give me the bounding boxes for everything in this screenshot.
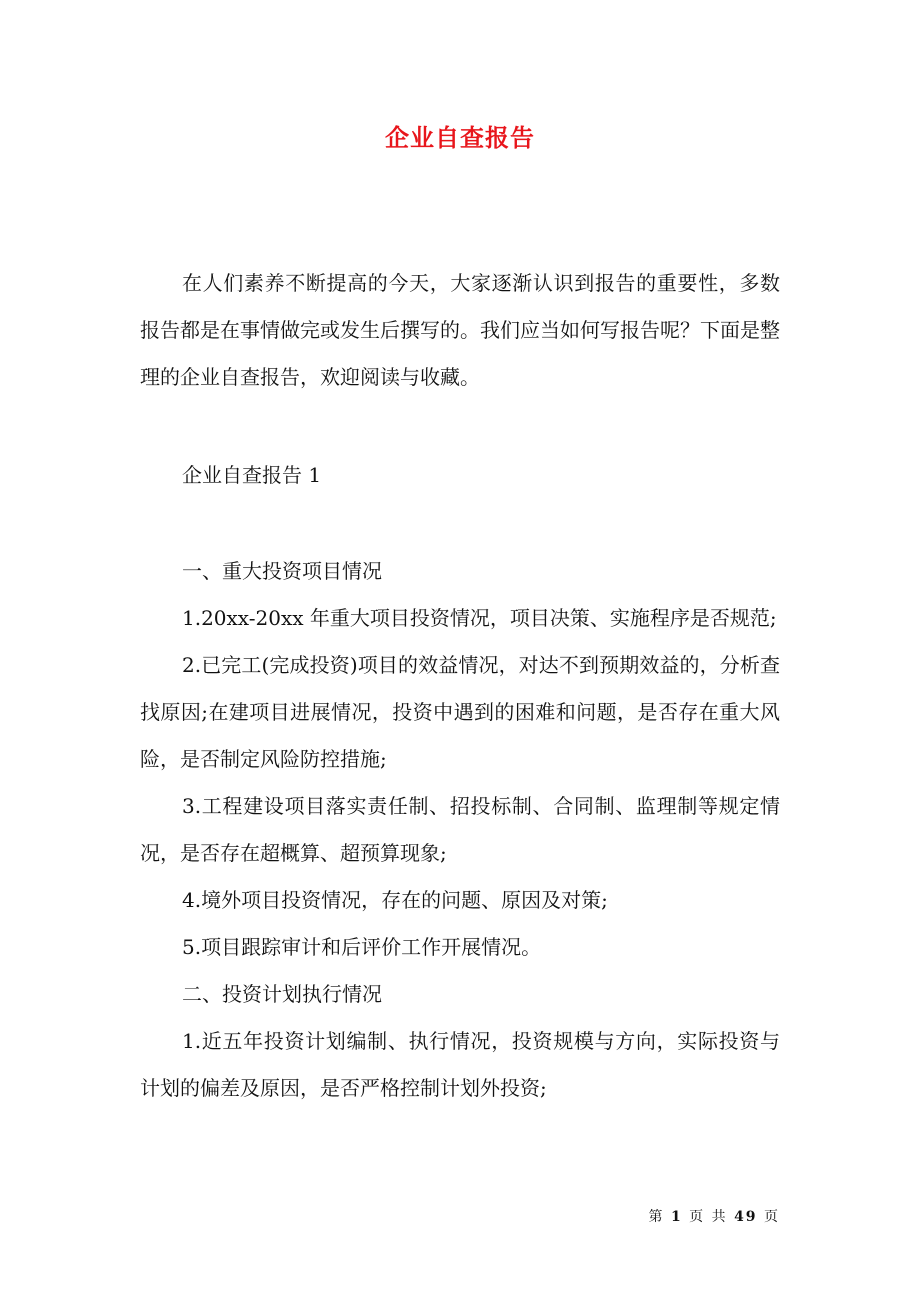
footer-middle: 页 共 — [689, 1209, 728, 1225]
total-page-count: 49 — [734, 1209, 758, 1225]
intro-paragraph: 在人们素养不断提高的今天，大家逐渐认识到报告的重要性，多数报告都是在事情做完或发生后撰写的。我们应当如何写报告呢？下面是整理的企业自查报告，欢迎阅读与收藏。 — [140, 271, 780, 389]
section-heading: 企业自查报告 1 — [182, 463, 322, 487]
intro-block — [140, 260, 780, 401]
current-page-number: 1 — [670, 1209, 683, 1225]
list-item: 5.项目跟踪审计和后评价工作开展情况。 — [182, 935, 542, 959]
footer-suffix: 页 — [764, 1209, 780, 1225]
list-item: 1.20xx-20xx 年重大项目投资情况，项目决策、实施程序是否规范; — [182, 606, 777, 630]
list-item: 3.工程建设项目落实责任制、招投标制、合同制、监理制等规定情况，是否存在超概算、超预算现象; — [140, 794, 780, 865]
heading-investment-projects: 一、重大投资项目情况 — [182, 559, 382, 583]
footer-prefix: 第 — [648, 1209, 665, 1225]
list-item: 2.已完工(完成投资)项目的效益情况，对达不到预期效益的，分析查找原因;在建项目进展情况，投资中遇到的困难和问题，是否存在重大风险，是否制定风险防控措施; — [140, 653, 780, 771]
list-item: 4.境外项目投资情况，存在的问题、原因及对策; — [182, 888, 608, 912]
page-number-footer — [649, 1206, 781, 1226]
document-title: 企业自查报告 — [385, 123, 535, 152]
heading-investment-plan: 二、投资计划执行情况 — [182, 982, 382, 1006]
content-block — [140, 548, 780, 1112]
list-item: 1.近五年投资计划编制、执行情况，投资规模与方向，实际投资与计划的偏差及原因，是否严格控制计划外投资; — [140, 1029, 780, 1100]
